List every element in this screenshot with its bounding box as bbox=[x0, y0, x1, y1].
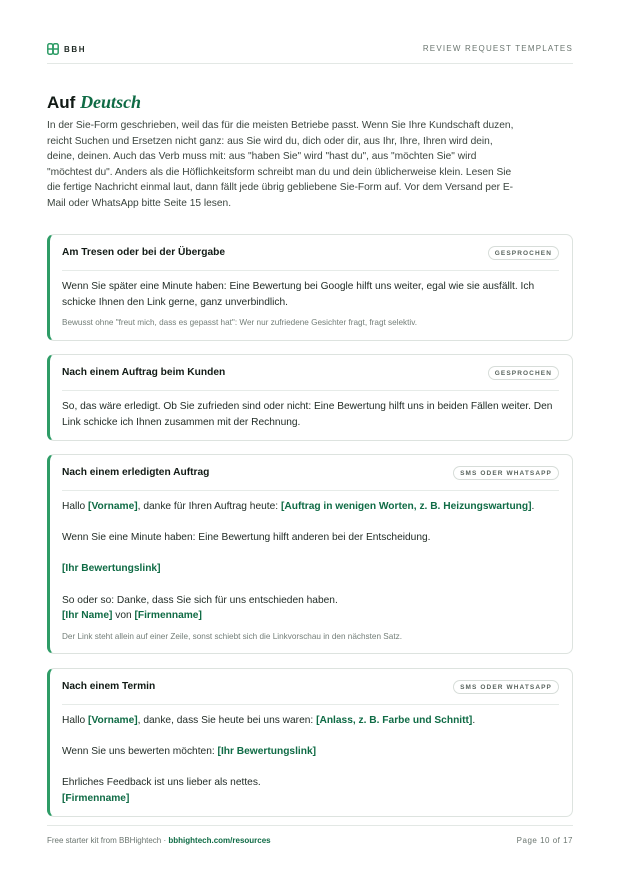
text-segment: . bbox=[472, 715, 476, 726]
title-main: Auf bbox=[47, 93, 76, 112]
brand bbox=[47, 43, 86, 55]
page-title bbox=[47, 92, 141, 113]
placeholder-company: [Firmenname] bbox=[62, 792, 130, 804]
resources-link[interactable]: bbhightech.com/resources bbox=[168, 836, 271, 845]
card-header bbox=[62, 669, 559, 705]
card-body bbox=[62, 499, 559, 643]
card-header bbox=[62, 455, 559, 491]
message-text: So, das wäre erledigt. Ob Sie zufrieden sind oder nicht: Eine Bewertung hilft uns in beiden Fällen weiter. Den Link schicke ich Ihnen zusammen mit der Rechnung. bbox=[62, 401, 553, 428]
text-segment: Hallo bbox=[62, 501, 89, 512]
placeholder-review-link: [Ihr Bewertungslink] bbox=[217, 746, 317, 758]
footer-text: Free starter kit from BBHightech · bbox=[47, 836, 169, 845]
placeholder-company: [Firmenname] bbox=[134, 610, 202, 622]
card-note: Der Link steht allein auf einer Zeile, sonst schiebt sich die Linkvorschau in den nächsten Satz. bbox=[62, 631, 402, 641]
card-header bbox=[62, 355, 559, 391]
text-segment: Hallo bbox=[62, 715, 89, 726]
template-card bbox=[47, 354, 573, 441]
footer-credit bbox=[47, 836, 271, 845]
placeholder-job: [Auftrag in wenigen Worten, z. B. Heizungswartung] bbox=[280, 501, 532, 512]
intro-paragraph: In der Sie-Form geschrieben, weil das für die meisten Betriebe passt. Wenn Sie Ihre Kundschaft duzen, reicht Suchen und Ersetzen nicht ganz: aus Sie wird du, dich oder dir, aus Ihr, Ihre, Ihren wird dein, deine, deinen. Auch das Verb muss mit: aus "haben Sie" wird "hast du", aus "möchten Sie" wird "möchtest du". Anders als die Höflichkeitsform schreibt man du und dein üblicherweise klein. Lesen Sie die fertige Nachricht einmal laut, dann fällt jede übrig gebliebene Sie-Form auf. Vor dem Versand per E-Mail oder WhatsApp bitte Seite 15 lesen. bbox=[47, 120, 514, 209]
title-accent: Deutsch bbox=[80, 92, 142, 112]
placeholder-review-link: [Ihr Bewertungslink] bbox=[62, 563, 161, 575]
brand-name: BBH bbox=[64, 44, 87, 54]
text-segment: , danke für Ihren Auftrag heute: bbox=[137, 501, 281, 512]
message-line bbox=[62, 744, 559, 760]
page-header bbox=[47, 40, 573, 64]
text-segment: von bbox=[112, 610, 135, 622]
message-line bbox=[62, 608, 559, 624]
channel-badge: SMS ODER WHATSAPP bbox=[453, 680, 559, 694]
channel-badge: GESPROCHEN bbox=[488, 366, 559, 380]
page-number: Page 10 of 17 bbox=[516, 836, 573, 845]
message-line: Ehrliches Feedback ist uns lieber als nettes. bbox=[62, 777, 261, 789]
text-segment: , danke, dass Sie heute bei uns waren: bbox=[137, 715, 317, 726]
placeholder-firstname: [Vorname] bbox=[88, 715, 138, 726]
message-line: So oder so: Danke, dass Sie sich für uns entschieden haben. bbox=[62, 594, 338, 606]
text-segment: Wenn Sie uns bewerten möchten: bbox=[62, 746, 218, 758]
message-line: Wenn Sie eine Minute haben: Eine Bewertung hilft anderen bei der Entscheidung. bbox=[62, 532, 431, 544]
text-segment: . bbox=[531, 501, 535, 512]
card-title: Nach einem Termin bbox=[62, 681, 156, 692]
card-title: Nach einem erledigten Auftrag bbox=[62, 467, 210, 478]
placeholder-name: [Ihr Name] bbox=[62, 610, 113, 622]
card-body bbox=[62, 713, 559, 807]
template-card bbox=[47, 234, 573, 341]
template-card bbox=[47, 668, 573, 817]
card-body bbox=[62, 399, 559, 430]
card-body bbox=[62, 279, 559, 329]
placeholder-occasion: [Anlass, z. B. Farbe und Schnitt] bbox=[316, 715, 473, 726]
placeholder-firstname: [Vorname] bbox=[88, 501, 138, 512]
message-line bbox=[62, 713, 559, 729]
card-title: Am Tresen oder bei der Übergabe bbox=[62, 247, 226, 258]
channel-badge: SMS ODER WHATSAPP bbox=[453, 466, 559, 480]
card-header bbox=[62, 235, 559, 271]
message-line bbox=[62, 499, 559, 515]
page-footer bbox=[47, 825, 573, 845]
card-note: Bewusst ohne "freut mich, dass es gepasst hat": Wer nur zufriedene Gesichter fragt, fragt selektiv. bbox=[62, 318, 418, 328]
message-text: Wenn Sie später eine Minute haben: Eine Bewertung bei Google hilft uns weiter, egal wie sie ausfällt. Ich schicke Ihnen den Link gerne, ganz unverbindlich. bbox=[62, 281, 535, 308]
channel-badge: GESPROCHEN bbox=[488, 246, 559, 260]
template-card bbox=[47, 454, 573, 654]
bbh-logo-icon bbox=[47, 43, 59, 55]
card-title: Nach einem Auftrag beim Kunden bbox=[62, 367, 226, 378]
section-label: REVIEW REQUEST TEMPLATES bbox=[422, 44, 573, 53]
